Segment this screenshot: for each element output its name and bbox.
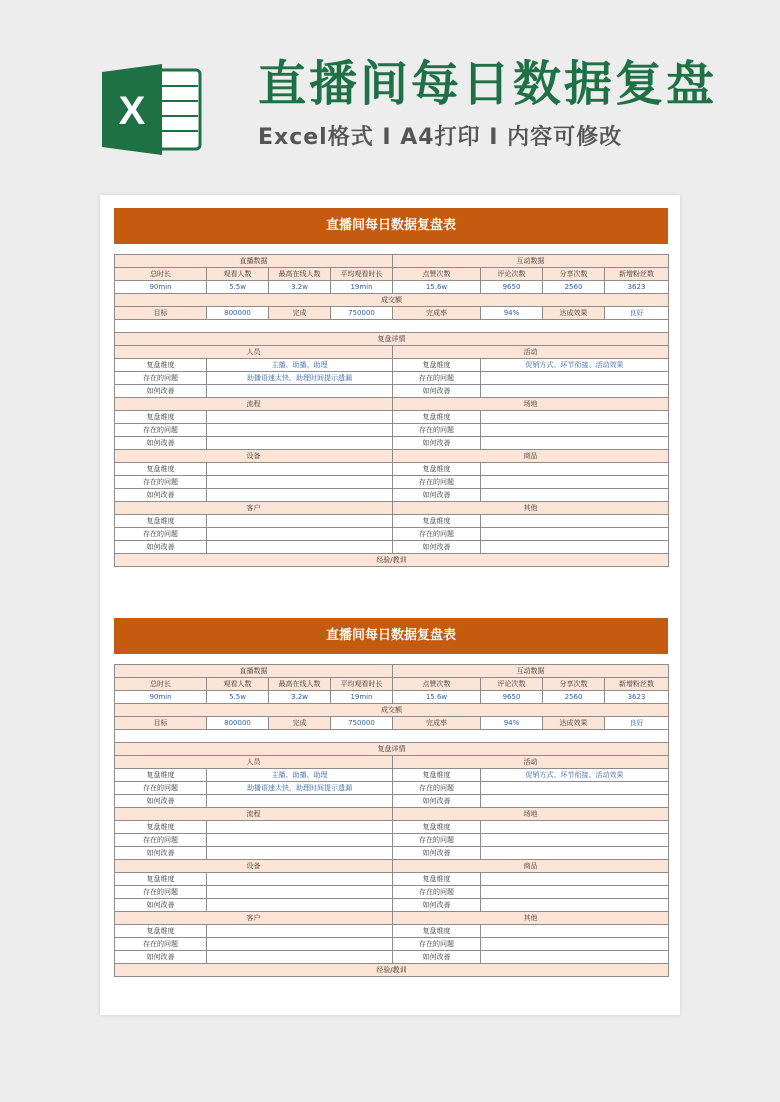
issue-label: 存在的问题 — [393, 476, 481, 489]
metric-value-cell[interactable]: 19min — [331, 691, 393, 704]
dim-label: 复盘维度 — [393, 463, 481, 476]
dim-label: 复盘维度 — [115, 821, 207, 834]
dim-label: 复盘维度 — [393, 769, 481, 782]
section-header-right: 场地 — [393, 398, 669, 411]
right-dim-cell[interactable] — [481, 515, 669, 528]
section-header-left: 流程 — [115, 398, 393, 411]
section-header-left: 人员 — [115, 756, 393, 769]
issue-label: 存在的问题 — [393, 938, 481, 951]
target-value-cell[interactable]: 800000 — [207, 717, 269, 730]
table-row — [115, 346, 669, 359]
metric-value-cell[interactable]: 2560 — [543, 281, 605, 294]
lesson-header: 经验/教训 — [115, 554, 669, 567]
document-paper — [100, 195, 680, 1015]
interact-data-header: 互动数据 — [393, 665, 669, 678]
left-dim-cell[interactable] — [207, 515, 393, 528]
metric-value-cell[interactable]: 3.2w — [269, 691, 331, 704]
issue-label: 存在的问题 — [115, 938, 207, 951]
section-header-left: 人员 — [115, 346, 393, 359]
table-row — [115, 938, 669, 951]
improve-label: 如何改善 — [393, 847, 481, 860]
table-row — [115, 281, 669, 294]
improve-label: 如何改善 — [115, 541, 207, 554]
excel-logo-icon — [100, 62, 205, 157]
table-row — [115, 255, 669, 268]
left-issue-cell[interactable]: 助播语速太快、助理时间提示遗漏 — [207, 372, 393, 385]
metric-value-cell[interactable]: 9650 — [481, 691, 543, 704]
left-dim-cell[interactable] — [207, 821, 393, 834]
dim-label: 复盘维度 — [115, 873, 207, 886]
dim-label: 复盘维度 — [393, 873, 481, 886]
left-dim-cell[interactable] — [207, 463, 393, 476]
improve-label: 如何改善 — [393, 385, 481, 398]
table-row — [115, 691, 669, 704]
improve-label: 如何改善 — [393, 951, 481, 964]
table-row — [115, 489, 669, 502]
issue-label: 存在的问题 — [115, 834, 207, 847]
rate-label: 完成率 — [393, 307, 481, 320]
metric-value-cell[interactable]: 3623 — [605, 691, 669, 704]
improve-label: 如何改善 — [393, 899, 481, 912]
table-row — [115, 782, 669, 795]
target-value-cell[interactable]: 800000 — [207, 307, 269, 320]
table-row — [115, 398, 669, 411]
page-title: 直播间每日数据复盘 — [258, 56, 718, 112]
section-header-left: 设备 — [115, 450, 393, 463]
left-dim-cell[interactable] — [207, 925, 393, 938]
done-label: 完成 — [269, 717, 331, 730]
table-row — [115, 743, 669, 756]
metric-value-cell[interactable]: 15.6w — [393, 281, 481, 294]
left-issue-cell[interactable] — [207, 476, 393, 489]
table-row — [115, 502, 669, 515]
metric-header: 新增粉丝数 — [605, 268, 669, 281]
rate-value-cell[interactable]: 94% — [481, 717, 543, 730]
lesson-header: 经验/教训 — [115, 964, 669, 977]
right-improve-cell[interactable] — [481, 541, 669, 554]
table-row — [115, 847, 669, 860]
spacer-cell — [115, 320, 669, 333]
left-issue-cell[interactable] — [207, 424, 393, 437]
table-row — [115, 333, 669, 346]
metric-header: 总时长 — [115, 268, 207, 281]
right-improve-cell[interactable] — [481, 847, 669, 860]
sheet-title: 直播间每日数据复盘表 — [114, 618, 668, 654]
live-data-header: 直播数据 — [115, 665, 393, 678]
section-header-left: 设备 — [115, 860, 393, 873]
metric-value-cell[interactable]: 15.6w — [393, 691, 481, 704]
table-row — [115, 372, 669, 385]
table-row — [115, 912, 669, 925]
metric-header: 分享次数 — [543, 268, 605, 281]
dim-label: 复盘维度 — [115, 925, 207, 938]
target-label: 目标 — [115, 717, 207, 730]
right-dim-cell[interactable] — [481, 463, 669, 476]
left-issue-cell[interactable] — [207, 528, 393, 541]
review-sections — [115, 346, 669, 554]
done-label: 完成 — [269, 307, 331, 320]
improve-label: 如何改善 — [115, 385, 207, 398]
table-row — [115, 899, 669, 912]
page-header — [0, 0, 780, 190]
metric-header: 观看人数 — [207, 268, 269, 281]
issue-label: 存在的问题 — [115, 476, 207, 489]
metric-header: 点赞次数 — [393, 678, 481, 691]
improve-label: 如何改善 — [115, 951, 207, 964]
done-value-cell[interactable]: 750000 — [331, 717, 393, 730]
left-issue-cell[interactable]: 助播语速太快、助理时间提示遗漏 — [207, 782, 393, 795]
effect-value-cell[interactable]: 良好 — [605, 307, 669, 320]
right-issue-cell[interactable] — [481, 886, 669, 899]
left-improve-cell[interactable] — [207, 541, 393, 554]
effect-value-cell[interactable]: 良好 — [605, 717, 669, 730]
section-header-right: 其他 — [393, 502, 669, 515]
review-table — [114, 254, 669, 567]
dim-label: 复盘维度 — [115, 515, 207, 528]
issue-label: 存在的问题 — [393, 424, 481, 437]
table-row — [115, 541, 669, 554]
deal-amount-header: 成交额 — [115, 294, 669, 307]
improve-label: 如何改善 — [393, 795, 481, 808]
left-issue-cell[interactable] — [207, 834, 393, 847]
issue-label: 存在的问题 — [393, 834, 481, 847]
table-row — [115, 268, 669, 281]
dim-label: 复盘维度 — [393, 515, 481, 528]
table-row — [115, 860, 669, 873]
right-dim-cell[interactable] — [481, 821, 669, 834]
table-row — [115, 821, 669, 834]
dim-label: 复盘维度 — [115, 359, 207, 372]
table-row — [115, 515, 669, 528]
issue-label: 存在的问题 — [115, 886, 207, 899]
table-row — [115, 359, 669, 372]
review-sheet — [114, 208, 668, 567]
dim-label: 复盘维度 — [393, 359, 481, 372]
left-issue-cell[interactable] — [207, 938, 393, 951]
interact-data-header: 互动数据 — [393, 255, 669, 268]
left-improve-cell[interactable] — [207, 489, 393, 502]
right-issue-cell[interactable] — [481, 834, 669, 847]
metric-header: 总时长 — [115, 678, 207, 691]
issue-label: 存在的问题 — [393, 372, 481, 385]
right-dim-cell[interactable] — [481, 411, 669, 424]
metric-value-cell[interactable]: 3.2w — [269, 281, 331, 294]
right-improve-cell[interactable] — [481, 951, 669, 964]
review-table — [114, 664, 669, 977]
table-row — [115, 294, 669, 307]
dim-label: 复盘维度 — [393, 925, 481, 938]
right-improve-cell[interactable] — [481, 437, 669, 450]
page-subtitle: Excel格式 I A4打印 I 内容可修改 — [258, 125, 623, 150]
dim-label: 复盘维度 — [115, 463, 207, 476]
review-sheet — [114, 618, 668, 977]
left-issue-cell[interactable] — [207, 886, 393, 899]
section-header-left: 客户 — [115, 502, 393, 515]
table-row — [115, 528, 669, 541]
table-row — [115, 925, 669, 938]
table-row — [115, 665, 669, 678]
issue-label: 存在的问题 — [393, 782, 481, 795]
table-row — [115, 886, 669, 899]
improve-label: 如何改善 — [115, 847, 207, 860]
issue-label: 存在的问题 — [115, 528, 207, 541]
metric-value-cell[interactable]: 90min — [115, 691, 207, 704]
live-data-header: 直播数据 — [115, 255, 393, 268]
right-issue-cell[interactable] — [481, 424, 669, 437]
metric-header: 观看人数 — [207, 678, 269, 691]
table-row — [115, 424, 669, 437]
right-dim-cell[interactable]: 促销方式、环节衔接、活动效果 — [481, 359, 669, 372]
metric-header: 平均观看时长 — [331, 268, 393, 281]
right-dim-cell[interactable]: 促销方式、环节衔接、活动效果 — [481, 769, 669, 782]
right-dim-cell[interactable] — [481, 925, 669, 938]
rate-label: 完成率 — [393, 717, 481, 730]
table-row — [115, 756, 669, 769]
section-header-left: 流程 — [115, 808, 393, 821]
left-dim-cell[interactable] — [207, 873, 393, 886]
metric-value-cell[interactable]: 9650 — [481, 281, 543, 294]
improve-label: 如何改善 — [115, 437, 207, 450]
section-header-left: 客户 — [115, 912, 393, 925]
left-improve-cell[interactable] — [207, 437, 393, 450]
done-value-cell[interactable]: 750000 — [331, 307, 393, 320]
issue-label: 存在的问题 — [115, 782, 207, 795]
right-improve-cell[interactable] — [481, 899, 669, 912]
left-dim-cell[interactable]: 主播、助播、助理 — [207, 769, 393, 782]
metric-value-cell[interactable]: 5.5w — [207, 281, 269, 294]
right-issue-cell[interactable] — [481, 372, 669, 385]
metric-header: 新增粉丝数 — [605, 678, 669, 691]
metric-header: 评论次数 — [481, 678, 543, 691]
right-issue-cell[interactable] — [481, 528, 669, 541]
sheet-title: 直播间每日数据复盘表 — [114, 208, 668, 244]
left-improve-cell[interactable] — [207, 899, 393, 912]
table-row — [115, 385, 669, 398]
review-detail-header: 复盘详情 — [115, 743, 669, 756]
metric-header: 点赞次数 — [393, 268, 481, 281]
effect-label: 达成效果 — [543, 307, 605, 320]
rate-value-cell[interactable]: 94% — [481, 307, 543, 320]
spacer-cell — [115, 730, 669, 743]
effect-label: 达成效果 — [543, 717, 605, 730]
table-row — [115, 320, 669, 333]
metric-value-cell[interactable]: 3623 — [605, 281, 669, 294]
left-improve-cell[interactable] — [207, 951, 393, 964]
right-issue-cell[interactable] — [481, 938, 669, 951]
table-row — [115, 873, 669, 886]
table-row — [115, 437, 669, 450]
right-issue-cell[interactable] — [481, 476, 669, 489]
metric-value-cell[interactable]: 5.5w — [207, 691, 269, 704]
improve-label: 如何改善 — [115, 899, 207, 912]
section-header-right: 活动 — [393, 346, 669, 359]
right-improve-cell[interactable] — [481, 795, 669, 808]
dim-label: 复盘维度 — [393, 411, 481, 424]
table-row — [115, 808, 669, 821]
metric-header: 最高在线人数 — [269, 268, 331, 281]
dim-label: 复盘维度 — [393, 821, 481, 834]
left-improve-cell[interactable] — [207, 795, 393, 808]
issue-label: 存在的问题 — [115, 372, 207, 385]
table-row — [115, 678, 669, 691]
deal-amount-header: 成交额 — [115, 704, 669, 717]
metric-value-cell[interactable]: 2560 — [543, 691, 605, 704]
table-row — [115, 411, 669, 424]
issue-label: 存在的问题 — [115, 424, 207, 437]
metric-header: 分享次数 — [543, 678, 605, 691]
table-row — [115, 307, 669, 320]
metric-header: 评论次数 — [481, 268, 543, 281]
section-header-right: 活动 — [393, 756, 669, 769]
dim-label: 复盘维度 — [115, 411, 207, 424]
table-row — [115, 450, 669, 463]
improve-label: 如何改善 — [115, 489, 207, 502]
table-row — [115, 769, 669, 782]
left-improve-cell[interactable] — [207, 847, 393, 860]
left-dim-cell[interactable]: 主播、助播、助理 — [207, 359, 393, 372]
right-dim-cell[interactable] — [481, 873, 669, 886]
table-row — [115, 795, 669, 808]
review-detail-header: 复盘详情 — [115, 333, 669, 346]
table-row — [115, 476, 669, 489]
metric-header: 最高在线人数 — [269, 678, 331, 691]
improve-label: 如何改善 — [393, 489, 481, 502]
section-header-right: 商品 — [393, 450, 669, 463]
metric-header: 平均观看时长 — [331, 678, 393, 691]
right-improve-cell[interactable] — [481, 489, 669, 502]
left-improve-cell[interactable] — [207, 385, 393, 398]
table-row — [115, 730, 669, 743]
table-row — [115, 717, 669, 730]
improve-label: 如何改善 — [393, 541, 481, 554]
section-header-right: 场地 — [393, 808, 669, 821]
excel-logo-letter: X — [118, 89, 146, 133]
issue-label: 存在的问题 — [393, 528, 481, 541]
review-sections — [115, 756, 669, 964]
table-row — [115, 704, 669, 717]
left-dim-cell[interactable] — [207, 411, 393, 424]
table-row — [115, 964, 669, 977]
issue-label: 存在的问题 — [393, 886, 481, 899]
improve-label: 如何改善 — [115, 795, 207, 808]
improve-label: 如何改善 — [393, 437, 481, 450]
right-improve-cell[interactable] — [481, 385, 669, 398]
table-row — [115, 554, 669, 567]
table-row — [115, 951, 669, 964]
table-row — [115, 834, 669, 847]
section-header-right: 商品 — [393, 860, 669, 873]
target-label: 目标 — [115, 307, 207, 320]
dim-label: 复盘维度 — [115, 769, 207, 782]
metric-value-cell[interactable]: 19min — [331, 281, 393, 294]
table-row — [115, 463, 669, 476]
section-header-right: 其他 — [393, 912, 669, 925]
right-issue-cell[interactable] — [481, 782, 669, 795]
metric-value-cell[interactable]: 90min — [115, 281, 207, 294]
